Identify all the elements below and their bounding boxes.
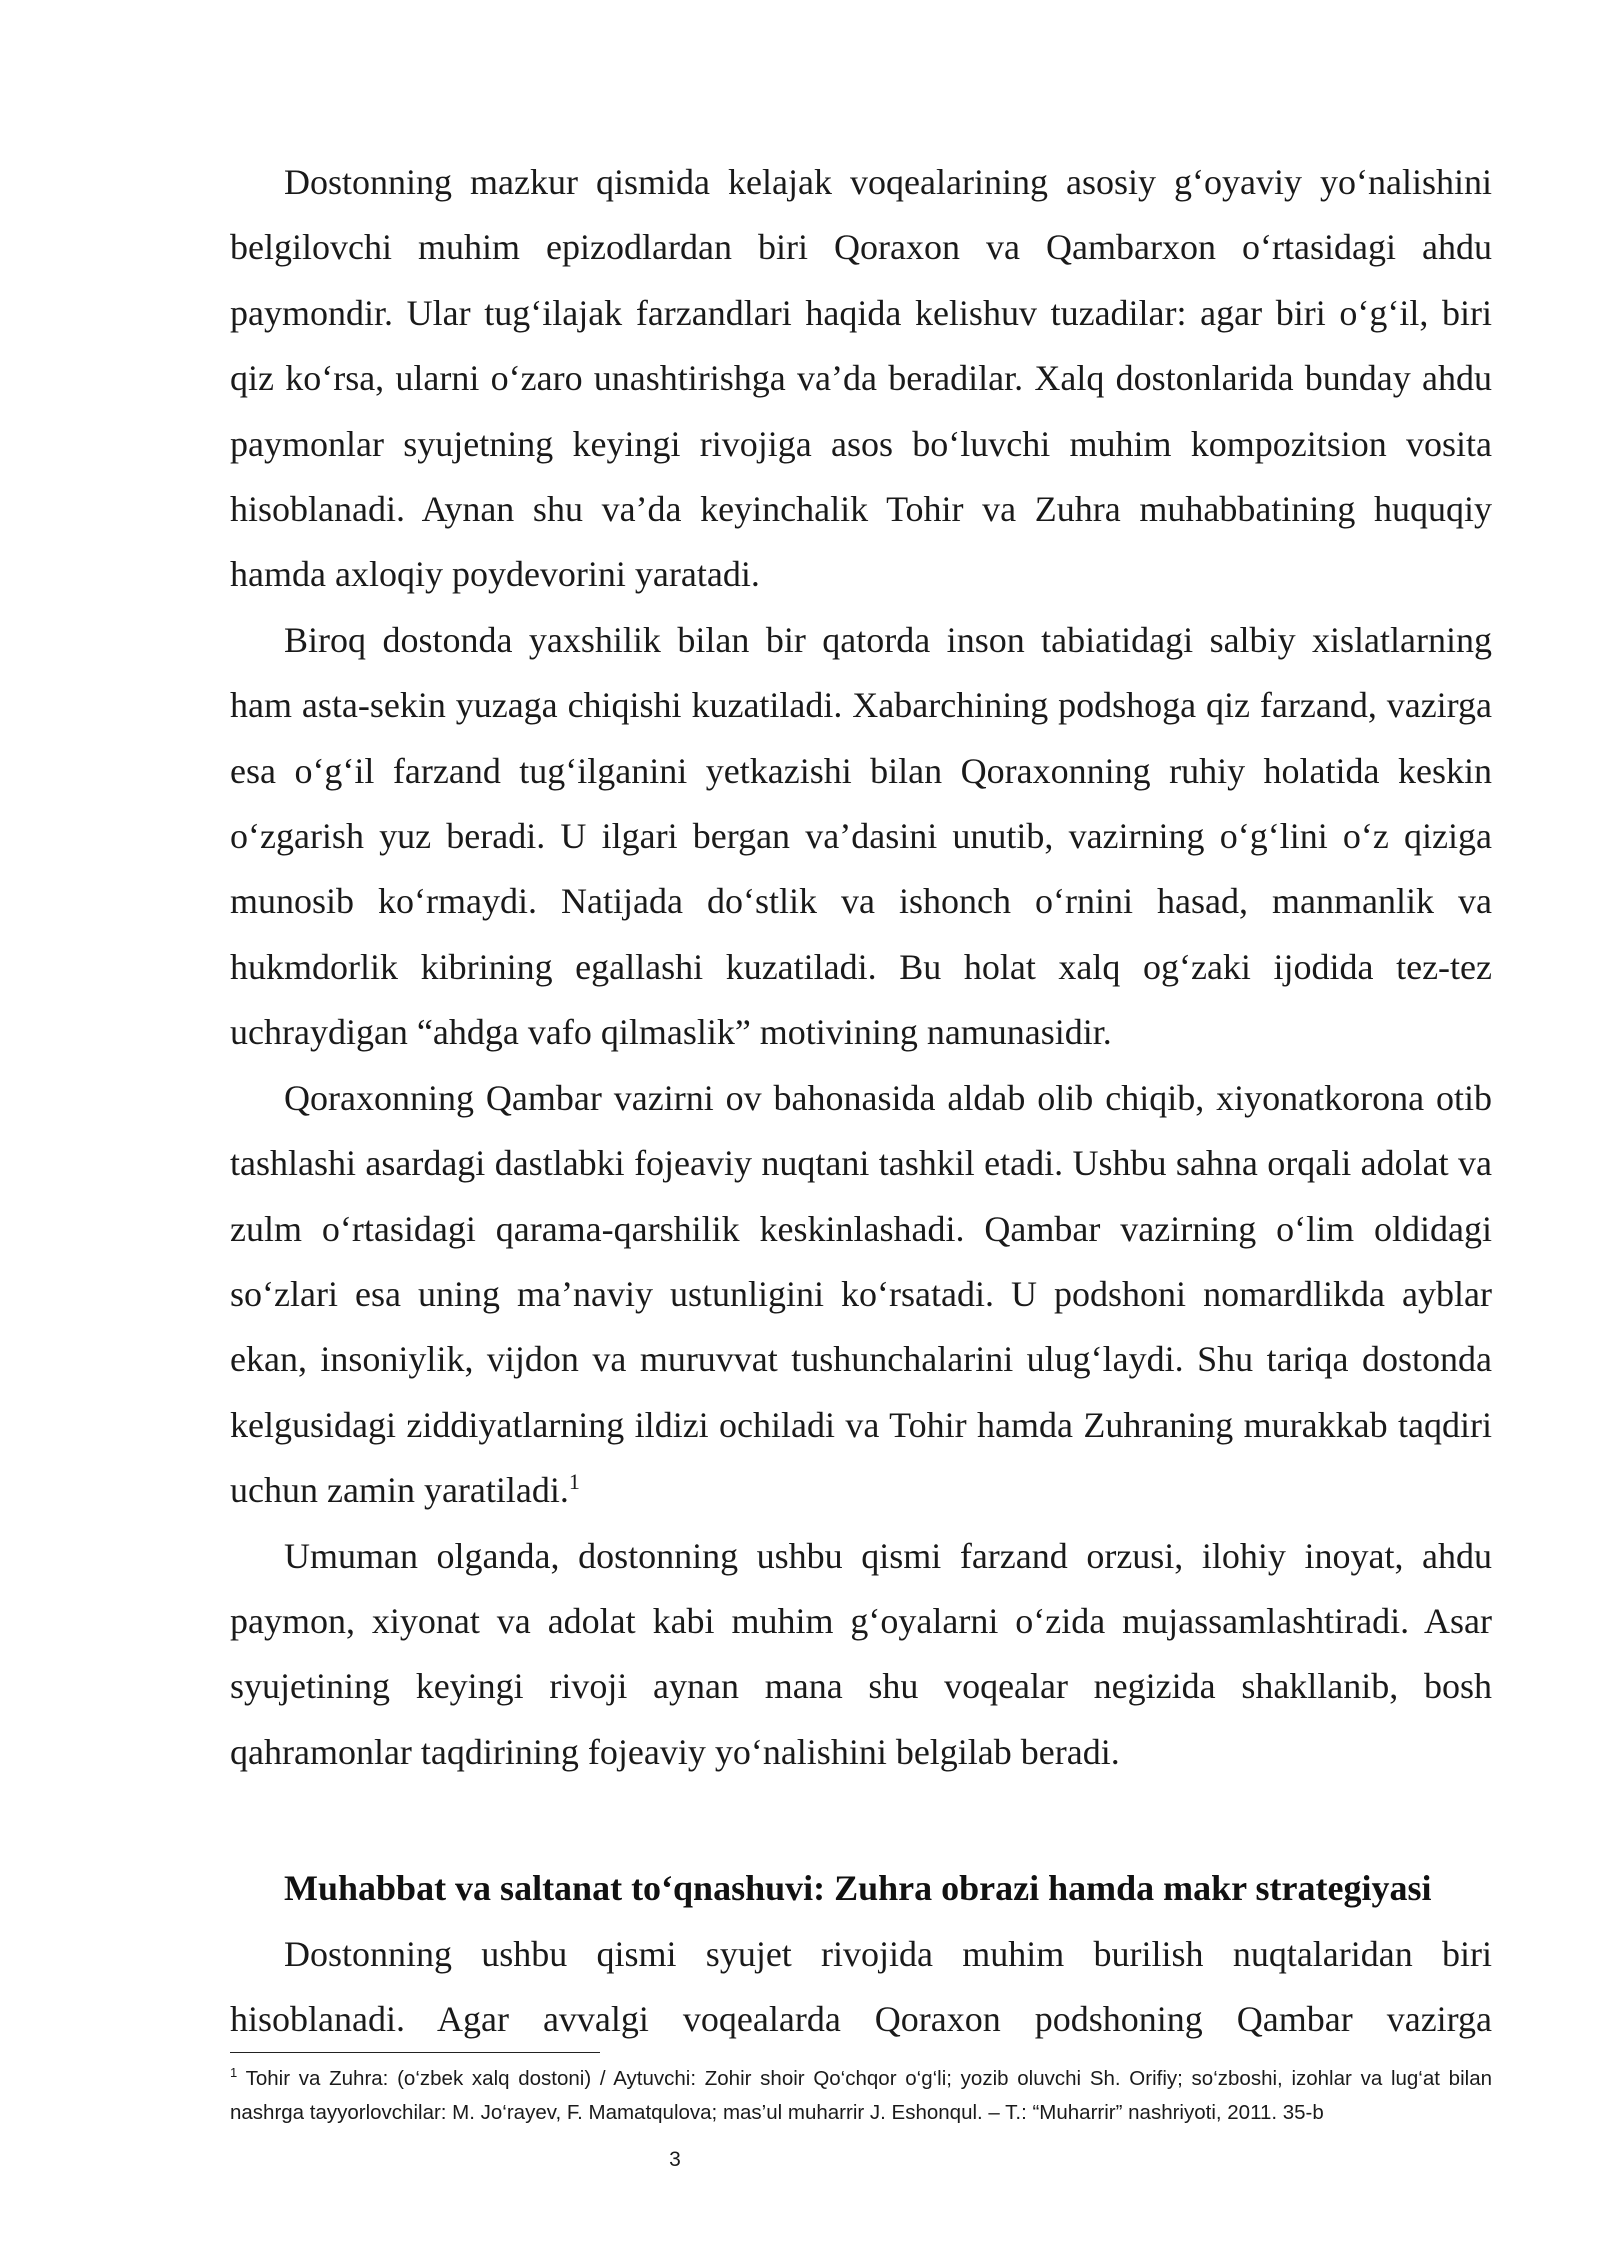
footnote-separator [230, 2052, 600, 2053]
paragraph-1: Dostonning mazkur qismida kelajak voqealarining asosiy g‘oyaviy yo‘nalishini belgilovchi muhim epizodlardan biri Qoraxon va Qambarxon o‘rtasidagi ahdu paymondir. Ular tug‘ilajak farzandlari haqida kelishuv tuzadilar: agar biri o‘g‘il, biri qiz ko‘rsa, ularni o‘zaro unashtirishga va’da beradilar. Xalq dostonlarida bunday ahdu paymonlar syujetning keyingi rivojiga asos bo‘luvchi muhim kompozitsion vosita hisoblanadi. Aynan shu va’da keyinchalik Tohir va Zuhra muhabbatining huquqiy hamda axloqiy poydevorini yaratadi. [230, 162, 1492, 595]
paragraph-2: Biroq dostonda yaxshilik bilan bir qatorda inson tabiatidagi salbiy xislatlarning ham asta-sekin yuzaga chiqishi kuzatiladi. Xabarchining podshoga qiz farzand, vazirga esa o‘g‘il farzand tug‘ilganini yetkazishi bilan Qoraxonning ruhiy holatida keskin o‘zgarish yuz beradi. U ilgari bergan va’dasini unutib, vazirning o‘g‘lini o‘z qiziga munosib ko‘rmaydi. Natijada do‘stlik va ishonch o‘rnini hasad, manmanlik va hukmdorlik kibrining egallashi kuzatiladi. Bu holat xalq og‘zaki ijodida tez-tez uchraydigan “ahdga vafo qilmaslik” motivining namunasidir. [230, 619, 1492, 1053]
page-number: 3 [669, 2148, 681, 2171]
body-text [230, 150, 1492, 2052]
paragraph-3 [230, 1066, 1492, 1524]
footnote-text: Tohir va Zuhra: (o‘zbek xalq dostoni) / Aytuvchi: Zohir shoir Qo‘chqor o‘g‘li; yozib oluvchi Sh. Orifiy; so‘zboshi, izohlar va lug‘at bilan nashrga tayyorlovchilar: M. Jo‘rayev, F. Mamatqulova; mas’ul muharrir J. Eshonqul. – T.: “Muharrir” nashriyoti, 2011. 35-b [230, 2067, 1492, 2124]
paragraph-3-text: Qoraxonning Qambar vazirni ov bahonasida aldab olib chiqib, xiyonatkorona otib tashlashi asardagi dastlabki fojeaviy nuqtani tashkil etadi. Ushbu sahna orqali adolat va zulm o‘rtasidagi qarama-qarshilik keskinlashadi. Qambar vazirning o‘lim oldidagi so‘zlari esa uning ma’naviy ustunligini ko‘rsatadi. U podshoni nomardlikda ayblar ekan, insoniylik, vijdon va muruvvat tushunchalarini ulug‘laydi. Shu tariqa dostonda kelgusidagi ziddiyatlarning ildizi ochiladi va Tohir hamda Zuhraning murakkab taqdiri uchun zamin yaratiladi. [230, 1077, 1492, 1511]
footnote-reference[interactable]: 1 [568, 1469, 580, 1495]
section-heading: Muhabbat va saltanat to‘qnashuvi: Zuhra obrazi hamda makr strategiyasi [284, 1868, 1432, 1909]
paragraph-4: Umuman olganda, dostonning ushbu qismi farzand orzusi, ilohiy inoyat, ahdu paymon, xiyonat va adolat kabi muhim g‘oyalarni o‘zida mujassamlashtiradi. Asar syujetining keyingi rivoji aynan mana shu voqealar negizida shakllanib, bosh qahramonlar taqdirining fojeaviy yo‘nalishini belgilab beradi. [230, 1535, 1492, 1772]
footnote [230, 2062, 1492, 2130]
footnote-number: 1 [230, 2065, 238, 2081]
paragraph-5: Dostonning ushbu qismi syujet rivojida muhim burilish nuqtalaridan biri hisoblanadi. Agar avvalgi voqealarda Qoraxon podshoning Qambar vazirga [230, 1933, 1492, 2039]
